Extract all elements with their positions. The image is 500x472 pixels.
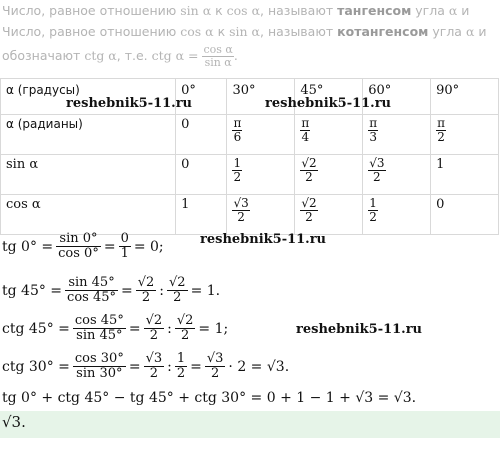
intro-line-cotangent: Число, равное отношению cos α к sin α, называют котангенсом угла α и — [2, 24, 487, 39]
header-0: 0° — [176, 79, 227, 115]
table-cell: $\frac{\pi}{3}$ — [363, 115, 431, 155]
table-cell: $\frac{1}{2}$ — [227, 155, 295, 195]
row-label-radians: α (радианы) — [1, 115, 176, 155]
table-cell: $\frac{\pi}{6}$ — [227, 115, 295, 155]
watermark: reshebnik5-11.ru — [296, 322, 423, 337]
header-degrees: α (градусы) — [1, 79, 176, 115]
equation-ctg45: ctg 45° = $\frac{\cos 45^\circ}{\sin 45^\circ}$ = $\frac{√2}{2}$ : $\frac{√2}{2}$ = 1; — [2, 313, 229, 343]
table-cell: 0 — [176, 155, 227, 195]
row-label-cos: cos α — [1, 195, 176, 235]
table-row-sin — [1, 155, 499, 195]
table-cell: $\frac{√3}{2}$ — [363, 155, 431, 195]
header-90: 90° — [431, 79, 499, 115]
watermark: reshebnik5-11.ru — [200, 232, 327, 247]
intro-text — [2, 0, 498, 69]
equation-ctg30: ctg 30° = $\frac{\cos 30^\circ}{\sin 30^\circ}$ = $\frac{√3}{2}$ : $\frac{1}{2}$ = $\frac{√3}{2}$ · 2 = √3. — [2, 351, 290, 381]
row-label-sin: sin α — [1, 155, 176, 195]
table-cell: $\frac{1}{2}$ — [363, 195, 431, 235]
answer-value: √3. — [2, 413, 26, 431]
header-30: 30° — [227, 79, 295, 115]
table-row-radians — [1, 115, 499, 155]
table-cell: $\frac{√2}{2}$ — [295, 195, 363, 235]
table-cell: 1 — [176, 195, 227, 235]
table-row-cos — [1, 195, 499, 235]
watermark: reshebnik5-11.ru — [265, 96, 392, 111]
table-cell: $\frac{√3}{2}$ — [227, 195, 295, 235]
header-60: 60° — [363, 79, 431, 115]
table-cell: $\frac{\pi}{4}$ — [295, 115, 363, 155]
table-cell: 0 — [176, 115, 227, 155]
intro-line-definition: обозначают ctg α, т.е. ctg α = $\frac{\text{cos α}}{\text{sin α}}$ . — [2, 43, 238, 69]
equation-final-sum: tg 0° + ctg 45° − tg 45° + ctg 30° = 0 + 1 − 1 + √3 = √3. — [2, 390, 417, 406]
cot-definition-fraction: $\frac{\text{cos α}}{\text{sin α}}$ — [203, 43, 233, 69]
answer-box — [0, 411, 500, 438]
table-cell: $\frac{\pi}{2}$ — [431, 115, 499, 155]
table-cell: 0 — [431, 195, 499, 235]
term-cotangent: котангенсом — [337, 24, 429, 39]
intro-line-tangent: Число, равное отношению sin α к cos α, называют тангенсом угла α и — [2, 3, 470, 18]
equation-tg0: tg 0° = $\frac{\sin 0^\circ}{\cos 0^\circ}$ = $\frac{0}{1}$ = 0; — [2, 231, 164, 261]
watermark: reshebnik5-11.ru — [66, 96, 193, 111]
table-cell: $\frac{√2}{2}$ — [295, 155, 363, 195]
table-cell: 1 — [431, 155, 499, 195]
header-45: 45° — [295, 79, 363, 115]
equation-tg45: tg 45° = $\frac{\sin 45^\circ}{\cos 45^\circ}$ = $\frac{√2}{2}$ : $\frac{√2}{2}$ = 1. — [2, 275, 221, 305]
term-tangent: тангенсом — [337, 3, 412, 18]
